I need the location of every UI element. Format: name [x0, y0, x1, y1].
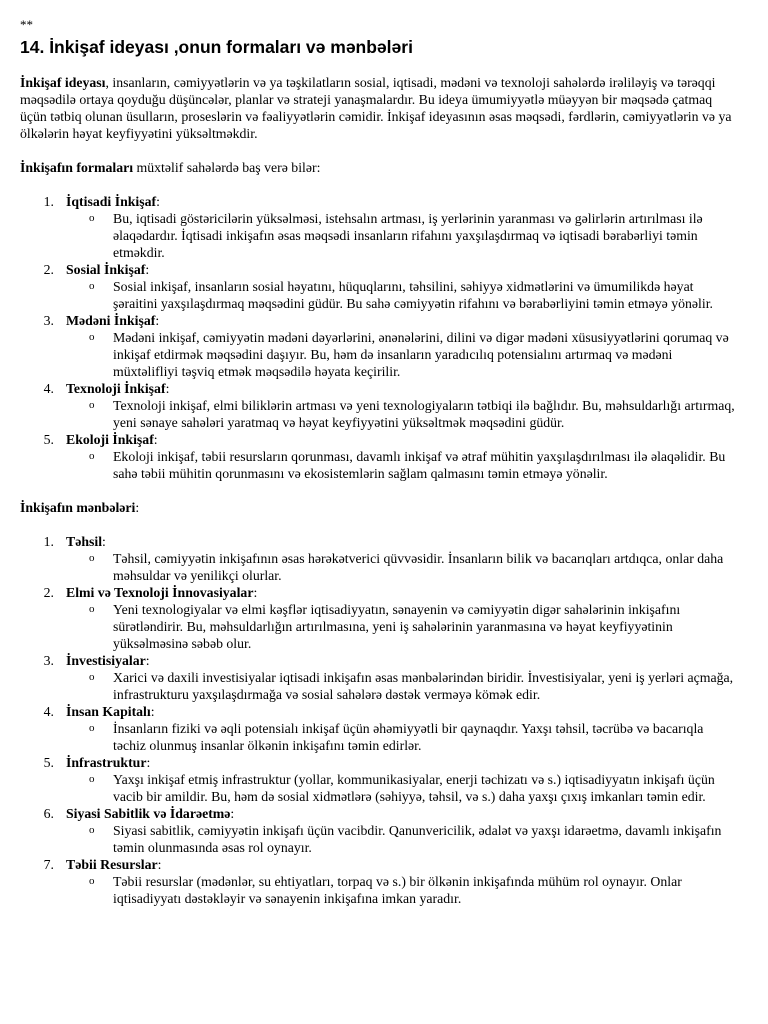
- sources-item: [20, 754, 738, 805]
- item-description-text: Ekoloji inkişaf, təbii resursların qorunması, davamlı inkişaf və ətraf mühitin yaxşılaşdırılması ilə əlaqəlidir. Bu sahə təbii mühitin qorunmasını və ekosistemlərin sağlam qalmasını təmin etməyə yönəlir.: [113, 449, 726, 481]
- item-description: [66, 448, 738, 482]
- sources-item: [20, 533, 738, 584]
- item-description-text: Siyasi sabitlik, cəmiyyətin inkişafı üçün vacibdir. Qanunvericilik, ədalət və yaxşı idarəetmə, davamlı inkişafın təmin olunmasında əsas rol oynayır.: [113, 823, 722, 855]
- item-description: [66, 329, 738, 380]
- item-description-text: Sosial inkişaf, insanların sosial həyatını, hüquqlarını, təhsilini, səhiyyə xidmətlərini və ümumilikdə həyat şəraitini yaxşılaşdırmaq məqsədini güdür. Bu sahə cəmiyyətin rifahını və bərabərliyini təmin etməyə yönəlir.: [113, 279, 714, 311]
- item-description: [66, 278, 738, 312]
- sources-item: [20, 584, 738, 652]
- item-number: 5.: [43, 755, 54, 770]
- item-sublist: [66, 669, 738, 703]
- item-description: [66, 397, 738, 431]
- item-description: [66, 822, 738, 856]
- item-number: 7.: [43, 857, 54, 872]
- forms-item: [20, 380, 738, 431]
- forms-list: [20, 193, 738, 482]
- item-number: 2.: [43, 585, 54, 600]
- item-number: 4.: [43, 381, 54, 396]
- item-title-colon: :: [157, 857, 162, 872]
- item-description: [66, 601, 738, 652]
- item-description: [66, 210, 738, 261]
- item-title: Elmi və Texnoloji İnnovasiyalar: [66, 585, 254, 600]
- circle-bullet-icon: o: [89, 280, 95, 292]
- item-description-text: Yeni texnologiyalar və elmi kəşflər iqtisadiyyatın, sənayenin və cəmiyyətin digər sahələrinin inkişafını sürətləndirir. Bu, məhsuldarlığın artırılmasına, yeni iş sahələrinin yaranmasına və həyat keyfiyyətinin yüksəlməsinə səbəb olur.: [113, 602, 681, 651]
- forms-item: [20, 431, 738, 482]
- item-title-colon: :: [102, 534, 106, 549]
- item-description-text: Təbii resurslar (mədənlər, su ehtiyatları, torpaq və s.) bir ölkənin inkişafında mühüm rol oynayır. Onlar iqtisadiyyatı dəstəkləyir və sənayenin inkişafına imkan yaradır.: [113, 874, 682, 906]
- circle-bullet-icon: o: [89, 552, 95, 564]
- item-title-colon: :: [165, 381, 170, 396]
- intro-term: İnkişaf ideyası: [20, 75, 106, 90]
- item-title: Təbii Resurslar: [66, 857, 158, 872]
- circle-bullet-icon: o: [89, 331, 95, 343]
- item-title-colon: :: [146, 755, 151, 770]
- forms-lead: [20, 159, 738, 176]
- item-title: Mədəni İnkişaf: [66, 313, 156, 328]
- item-description: [66, 720, 738, 754]
- circle-bullet-icon: o: [89, 212, 95, 224]
- item-number: 2.: [43, 262, 54, 277]
- item-description-text: Texnoloji inkişaf, elmi biliklərin artması və yeni texnologiyaların tətbiqi ilə bağlıdır. Bu, məhsuldarlığı artırmaq, yeni sənaye sahələri yaratmaq və həyat keyfiyyətini yüksəltmək məqsədini güdür.: [113, 398, 735, 430]
- item-sublist: [66, 448, 738, 482]
- circle-bullet-icon: o: [89, 399, 95, 411]
- sources-lead-term: İnkişafın mənbələri: [20, 500, 136, 515]
- circle-bullet-icon: o: [89, 722, 95, 734]
- item-sublist: [66, 329, 738, 380]
- sources-list: [20, 533, 738, 907]
- item-title-colon: :: [145, 262, 150, 277]
- item-description-text: Yaxşı inkişaf etmiş infrastruktur (yollar, kommunikasiyalar, enerji təchizatı və s.) iqtisadiyyatın inkişafı üçün vacib bir amildir. Bu, həm də sosial xidmətlərə (səhiyyə, təhsil, və s.) daha yaxşı çıxış imkanları təmin edir.: [113, 772, 715, 804]
- item-sublist: [66, 601, 738, 652]
- item-sublist: [66, 873, 738, 907]
- item-title: İqtisadi İnkişaf: [66, 194, 157, 209]
- forms-lead-term: İnkişafın formaları: [20, 160, 134, 175]
- item-number: 4.: [43, 704, 54, 719]
- item-title-colon: :: [230, 806, 235, 821]
- item-title: Sosial İnkişaf: [66, 262, 146, 277]
- item-sublist: [66, 397, 738, 431]
- item-title: Texnoloji İnkişaf: [66, 381, 166, 396]
- item-number: 1.: [43, 534, 54, 549]
- item-title: Siyasi Sabitlik və İdarəetmə: [66, 806, 231, 821]
- item-title-colon: :: [153, 432, 158, 447]
- item-description: [66, 873, 738, 907]
- intro-text: , insanların, cəmiyyətlərin və ya təşkilatların sosial, iqtisadi, mədəni və texnoloji sahələrdə irəliləyiş və tərəqqi məqsədilə ortaya qoyduğu düşüncələr, planlar və strateji yanaşmalardır. Bu ideya ümumiyyətlə müəyyən bir məqsədə çatmaq üçün tətbiq olunan üsulların, proseslərin və fəaliyyətlərin cəmidir. İnkişaf ideyasının əsas məqsədi, fərdlərin, cəmiyyətlərin və ya ölkələrin həyat keyfiyyətini yüksəltməkdir.: [20, 75, 732, 141]
- item-number: 5.: [43, 432, 54, 447]
- item-title-colon: :: [253, 585, 258, 600]
- header-mark: **: [20, 17, 33, 32]
- item-description-text: Təhsil, cəmiyyətin inkişafının əsas hərəkətverici qüvvəsidir. İnsanların bilik və bacarıqları artdıqca, onlar daha məhsuldar və yenilikçi olurlar.: [113, 551, 724, 583]
- item-number: 3.: [43, 653, 54, 668]
- circle-bullet-icon: o: [89, 603, 95, 615]
- page-title: 14. İnkişaf ideyası ,onun formaları və mənbələri: [20, 37, 413, 57]
- item-title-colon: :: [156, 194, 160, 209]
- circle-bullet-icon: o: [89, 824, 95, 836]
- item-title: İnsan Kapitalı: [66, 704, 151, 719]
- sources-lead-text: :: [135, 500, 140, 515]
- sources-item: [20, 703, 738, 754]
- item-description-text: Bu, iqtisadi göstəricilərin yüksəlməsi, istehsalın artması, iş yerlərinin yaranması və gəlirlərin artırılması ilə əlaqədardır. İqtisadi inkişafın əsas məqsədi insanların rifahını yaxşılaşdırmaq və iqtisadi bərabərliyi təmin etməkdir.: [113, 211, 703, 260]
- forms-item: [20, 261, 738, 312]
- item-sublist: [66, 822, 738, 856]
- sources-lead: [20, 499, 738, 516]
- item-title: İnvestisiyalar: [66, 653, 146, 668]
- circle-bullet-icon: o: [89, 671, 95, 683]
- sources-item: [20, 856, 738, 907]
- item-number: 1.: [43, 194, 54, 209]
- item-description-text: İnsanların fiziki və əqli potensialı inkişaf üçün əhəmiyyətli bir qaynaqdır. Yaxşı təhsil, təcrübə və bacarıqla təchiz olunmuş insanlar ölkənin inkişafını təmin edirlər.: [113, 721, 704, 753]
- item-title: İnfrastruktur: [66, 755, 147, 770]
- item-sublist: [66, 771, 738, 805]
- item-title-colon: :: [155, 313, 160, 328]
- circle-bullet-icon: o: [89, 450, 95, 462]
- forms-item: [20, 193, 738, 261]
- circle-bullet-icon: o: [89, 773, 95, 785]
- circle-bullet-icon: o: [89, 875, 95, 887]
- item-description: [66, 669, 738, 703]
- item-title: Təhsil: [66, 534, 103, 549]
- item-title: Ekoloji İnkişaf: [66, 432, 154, 447]
- item-number: 3.: [43, 313, 54, 328]
- intro-paragraph: [20, 74, 738, 142]
- sources-item: [20, 652, 738, 703]
- item-sublist: [66, 720, 738, 754]
- item-description: [66, 771, 738, 805]
- item-sublist: [66, 210, 738, 261]
- item-description: [66, 550, 738, 584]
- item-number: 6.: [43, 806, 54, 821]
- item-title-colon: :: [145, 653, 150, 668]
- forms-lead-text: müxtəlif sahələrdə baş verə bilər:: [133, 160, 321, 175]
- item-sublist: [66, 278, 738, 312]
- forms-item: [20, 312, 738, 380]
- item-sublist: [66, 550, 738, 584]
- sources-item: [20, 805, 738, 856]
- item-description-text: Xarici və daxili investisiyalar iqtisadi inkişafın əsas mənbələrindən biridir. İnvestisiyalar, yeni iş yerləri açmağa, infrastrukturu yaxşılaşdırmağa və sosial sahələrə dəstək verməyə kömək edir.: [113, 670, 734, 702]
- item-title-colon: :: [150, 704, 155, 719]
- item-description-text: Mədəni inkişaf, cəmiyyətin mədəni dəyərlərini, ənənələrini, dilini və digər mədəni xüsusiyyətlərini qorumaq və inkişaf etdirmək məqsədini daşıyır. Bu, həm də insanların yaradıcılıq potensialını artırmaq və mədəni müxtəlifliyi təşviq etmək məqsədilə həyata keçirilir.: [113, 330, 729, 379]
- document-body: [20, 74, 738, 907]
